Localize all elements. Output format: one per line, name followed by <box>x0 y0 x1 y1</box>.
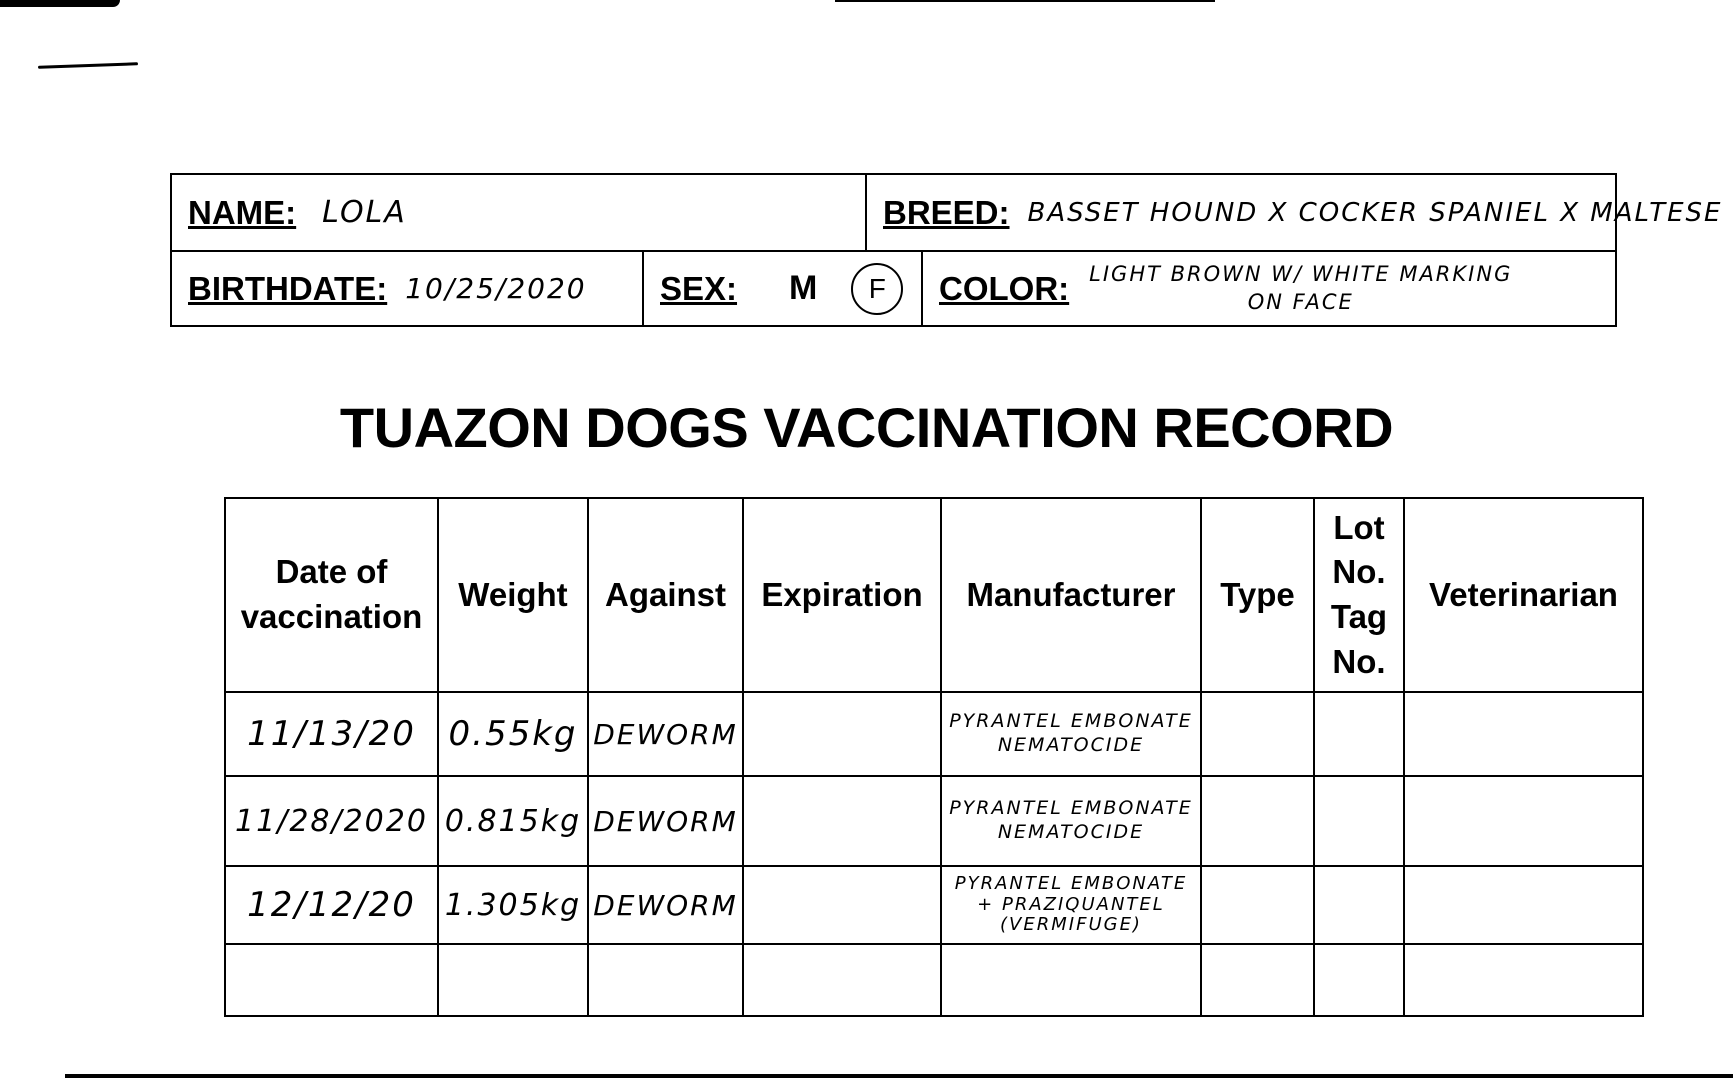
cell-vet <box>1404 776 1643 866</box>
page-title: TUAZON DOGS VACCINATION RECORD <box>339 396 1394 459</box>
cell-against: DEWORM <box>588 866 743 944</box>
info-row-2 <box>172 250 1615 327</box>
cell-weight: 1.305kg <box>438 866 588 944</box>
cell-manufacturer <box>941 866 1201 944</box>
cell-manufacturer <box>941 776 1201 866</box>
cell-weight: 0.55kg <box>438 692 588 776</box>
pet-info-box <box>170 173 1723 327</box>
manufacturer-line: NEMATOCIDE <box>997 734 1145 756</box>
header-manufacturer: Manufacturer <box>941 498 1201 692</box>
cell-date: 11/13/20 <box>225 692 438 776</box>
manufacturer-line: PYRANTEL EMBONATE <box>949 797 1193 820</box>
birthdate-value: 10/25/2020 <box>405 272 587 305</box>
breed-cell <box>865 175 1723 250</box>
cell-expiration <box>743 866 941 944</box>
cell-expiration <box>743 776 941 866</box>
table-row <box>225 692 1643 776</box>
manufacturer-line: + PRAZIQUANTEL <box>977 893 1165 915</box>
birthdate-label: BIRTHDATE: <box>188 269 388 307</box>
breed-value: BASSET HOUND X COCKER SPANIEL X MALTESE <box>1027 197 1723 228</box>
table-row <box>225 866 1643 944</box>
header-veterinarian: Veterinarian <box>1404 498 1643 692</box>
manufacturer-line: (VERMIFUGE) <box>1000 914 1142 936</box>
scan-mark <box>0 0 120 7</box>
manufacturer-line: PYRANTEL EMBONATE <box>954 872 1188 894</box>
cell-lot <box>1314 692 1404 776</box>
cell-against: DEWORM <box>588 692 743 776</box>
cell-vet <box>1404 692 1643 776</box>
cell-expiration <box>743 692 941 776</box>
color-value-line2: ON FACE <box>1247 289 1354 314</box>
scan-mark <box>38 62 138 68</box>
color-label: COLOR: <box>939 269 1070 307</box>
sex-option-m: M <box>789 269 818 307</box>
cell-type <box>1201 866 1314 944</box>
header-type: Type <box>1201 498 1314 692</box>
manufacturer-line: NEMATOCIDE <box>997 821 1145 843</box>
cell-date <box>225 944 438 1016</box>
cell-lot <box>1314 866 1404 944</box>
sex-option-f-circled: F <box>851 263 903 315</box>
header-lot-tag: Lot No. Tag No. <box>1314 498 1404 692</box>
header-weight: Weight <box>438 498 588 692</box>
info-row-1 <box>172 175 1723 252</box>
cell-type <box>1201 692 1314 776</box>
name-value: LOLA <box>322 195 407 230</box>
cell-expiration <box>743 944 941 1016</box>
cell-date: 12/12/20 <box>225 866 438 944</box>
sex-label: SEX: <box>660 269 738 307</box>
birthdate-cell <box>172 250 642 327</box>
name-cell <box>172 175 865 250</box>
cell-manufacturer <box>941 692 1201 776</box>
table-row <box>225 776 1643 866</box>
scan-mark <box>835 0 1215 2</box>
color-value <box>1089 261 1512 316</box>
header-expiration: Expiration <box>743 498 941 692</box>
breed-label: BREED: <box>883 193 1010 231</box>
manufacturer-line: PYRANTEL EMBONATE <box>949 710 1193 733</box>
cell-type <box>1201 776 1314 866</box>
table-header-row <box>225 498 1643 692</box>
cell-vet <box>1404 866 1643 944</box>
cell-lot <box>1314 776 1404 866</box>
cell-weight <box>438 944 588 1016</box>
header-against: Against <box>588 498 743 692</box>
cell-weight: 0.815kg <box>438 776 588 866</box>
cell-type <box>1201 944 1314 1016</box>
header-date: Date of vaccination <box>225 498 438 692</box>
cell-against: DEWORM <box>588 776 743 866</box>
vaccination-table <box>224 497 1644 1017</box>
scan-mark <box>65 1074 1733 1078</box>
cell-lot <box>1314 944 1404 1016</box>
name-label: NAME: <box>188 193 297 231</box>
sex-cell <box>642 250 921 327</box>
cell-date: 11/28/2020 <box>225 776 438 866</box>
table-row <box>225 944 1643 1016</box>
color-cell <box>921 250 1617 327</box>
cell-vet <box>1404 944 1643 1016</box>
cell-manufacturer <box>941 944 1201 1016</box>
color-value-line1: LIGHT BROWN W/ WHITE MARKING <box>1089 262 1513 287</box>
cell-against <box>588 944 743 1016</box>
